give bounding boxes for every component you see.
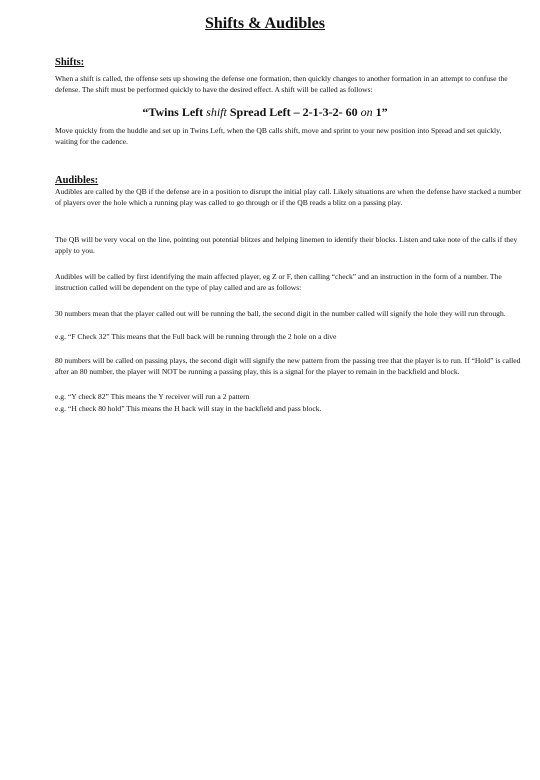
audibles-paragraph-2: The QB will be very vocal on the line, pointing out potential blitzes and helping linemen to identify their blocks. Listen and take note of the calls if they apply to you.: [55, 235, 518, 255]
shift-call-part3: 1”: [375, 105, 388, 119]
shifts-explanation: Move quickly from the huddle and set up in Twins Left, when the QB calls shift, move and sprint to your new position into Spread and set quickly, waiting for the cadence.: [55, 126, 502, 146]
audibles-example-pass: e.g. “Y check 82” This means the Y receiver will run a 2 pattern: [55, 392, 250, 401]
audibles-paragraph-4: 30 numbers mean that the player called out will be running the ball, the second digit in the number called will signify the hole they will run through.: [55, 309, 506, 318]
shift-call-part1: “Twins Left: [142, 105, 204, 119]
shift-call-on-word: on: [360, 105, 373, 119]
shift-call-example: [55, 104, 475, 120]
audibles-example-hold: e.g. “H check 80 hold” This means the H back will stay in the backfield and pass block.: [55, 404, 322, 413]
audibles-paragraph-1: Audibles are called by the QB if the defense are in a position to disrupt the initial play call. Likely situations are when the defense have stacked a number of players over the hole which a running play was called to go through or if the QB reads a blitz on a passing play.: [55, 187, 522, 207]
shifts-heading: Shifts:: [55, 57, 85, 68]
audibles-paragraph-5: 80 numbers will be called on passing plays, the second digit will signify the new pattern from the passing tree that the player is to run. If “Hold” is called after an 80 number, the player will NOT be running a passing play, this is a signal for the player to remain in the backfield and block.: [55, 356, 521, 376]
shift-call-shift-word: shift: [206, 105, 227, 119]
page-title: Shifts & Audibles: [204, 15, 326, 32]
audibles-example-run: e.g. “F Check 32” This means that the Full back will be running through the 2 hole on a dive: [55, 332, 337, 341]
shifts-intro: When a shift is called, the offense sets up showing the defense one formation, then quickly changes to another formation in an attempt to confuse the defense. The shift must be performed quickly to have the desired effect. A shift will be called as follows:: [55, 74, 508, 94]
shift-call-part2: Spread Left – 2-1-3-2- 60: [229, 105, 358, 119]
audibles-paragraph-3: Audibles will be called by first identifying the main affected player, eg Z or F, then calling “check” and an instruction in the form of a number. The instruction called will be dependent on the type of play called and are as follows:: [55, 272, 502, 292]
audibles-heading: Audibles:: [55, 175, 99, 186]
